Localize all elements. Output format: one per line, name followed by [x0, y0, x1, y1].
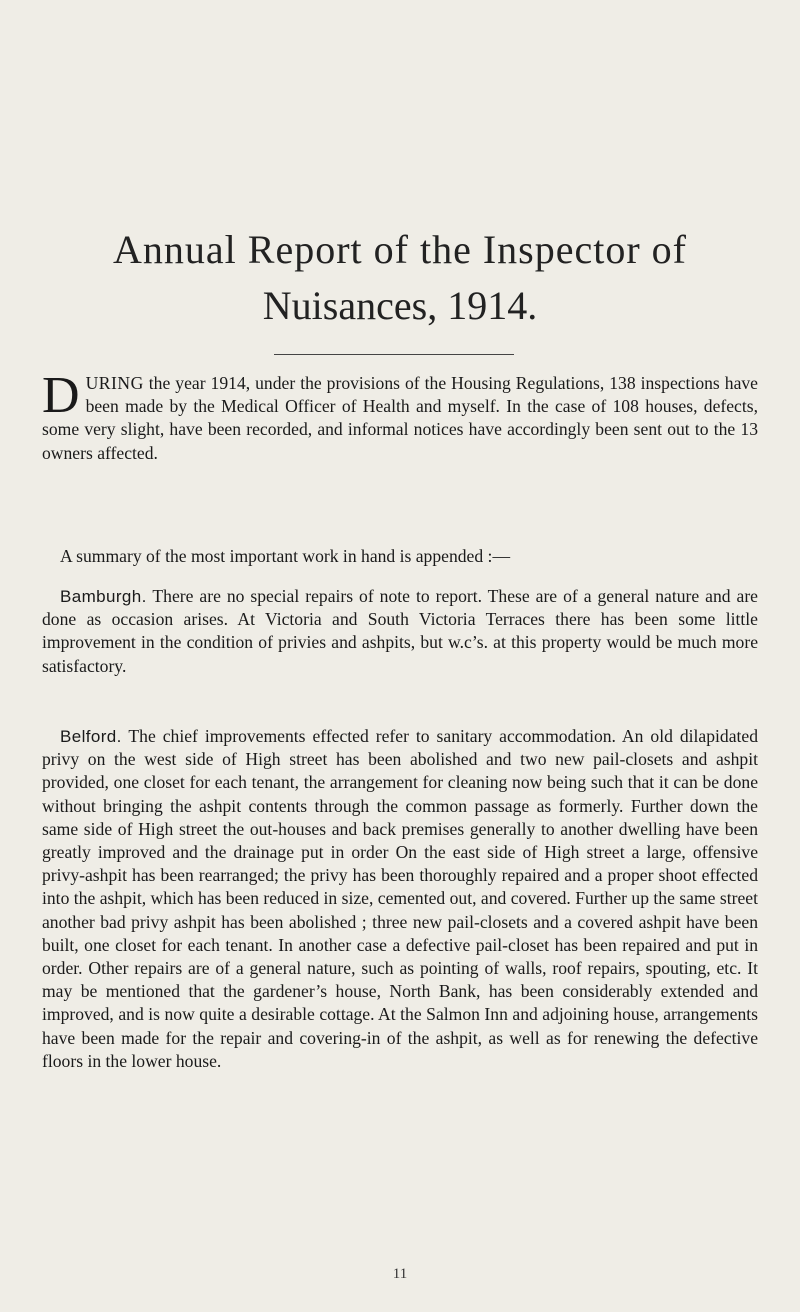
section-place-name: Bamburgh.: [60, 587, 147, 606]
intro-lead-caps: URING: [85, 373, 144, 393]
report-title-line-2: Nuisances, 1914.: [262, 283, 538, 328]
intro-paragraph: [42, 367, 758, 465]
section-bamburgh: [42, 585, 758, 678]
section-belford: [42, 725, 758, 1073]
title-divider: [274, 354, 514, 355]
section-text: There are no special repairs of note to report. These are of a general nature and are done as occasion arises. At Victoria and South Victoria Terraces there has been some little improvement in the condition of privies and ashpits, but w.c’s. at this property would be much more satisfactory.: [42, 586, 758, 676]
summary-intro: A summary of the most important work in hand is appended :—: [60, 546, 511, 566]
section-text: The chief improvements effected refer to sanitary accommodation. An old dilapidated privy on the west side of High street has been abolished and two new pail-closets and ashpit provided, one closet for each tenant, the arrangement for cleaning now being such that it can be done without bringing the ashpit contents through the common passage as formerly. Further down the same side of High street the out-houses and back premises generally to another dwelling have been greatly improved and the drainage put in order On the east side of High street a large, offensive privy-ashpit has been rearranged; the privy has been thoroughly repaired and a proper shoot effected into the ashpit, which has been reduced in size, cemented out, and covered. Further up the same street another bad privy ashpit has been abolished ; three new pail-closets and a covered ashpit have been built, one closet for each tenant. In another case a defective pail-closet has been repaired and put in order. Other repairs are of a general nature, such as pointing of walls, roof repairs, spouting, etc. It may be mentioned that the gardener’s house, North Bank, has been considerably extended and improved, and is now quite a desirable cottage. At the Salmon Inn and adjoining house, arrangements have been made for the repair and covering-in of the ashpit, as well as for renewing the defective floors in the lower house.: [42, 726, 758, 1071]
intro-text: the year 1914, under the provisions of the Housing Regulations, 138 inspections have been made by the Medical Officer of Health and myself. In the case of 108 houses, defects, some very slight, have been recorded, and informal notices have accordingly been sent out to the 13 owners affected.: [42, 373, 758, 463]
drop-cap: D: [42, 367, 80, 424]
report-title-line-1: Annual Report of the Inspector of: [113, 227, 687, 272]
section-place-name: Belford.: [60, 727, 122, 746]
page-number: 11: [392, 1266, 408, 1282]
